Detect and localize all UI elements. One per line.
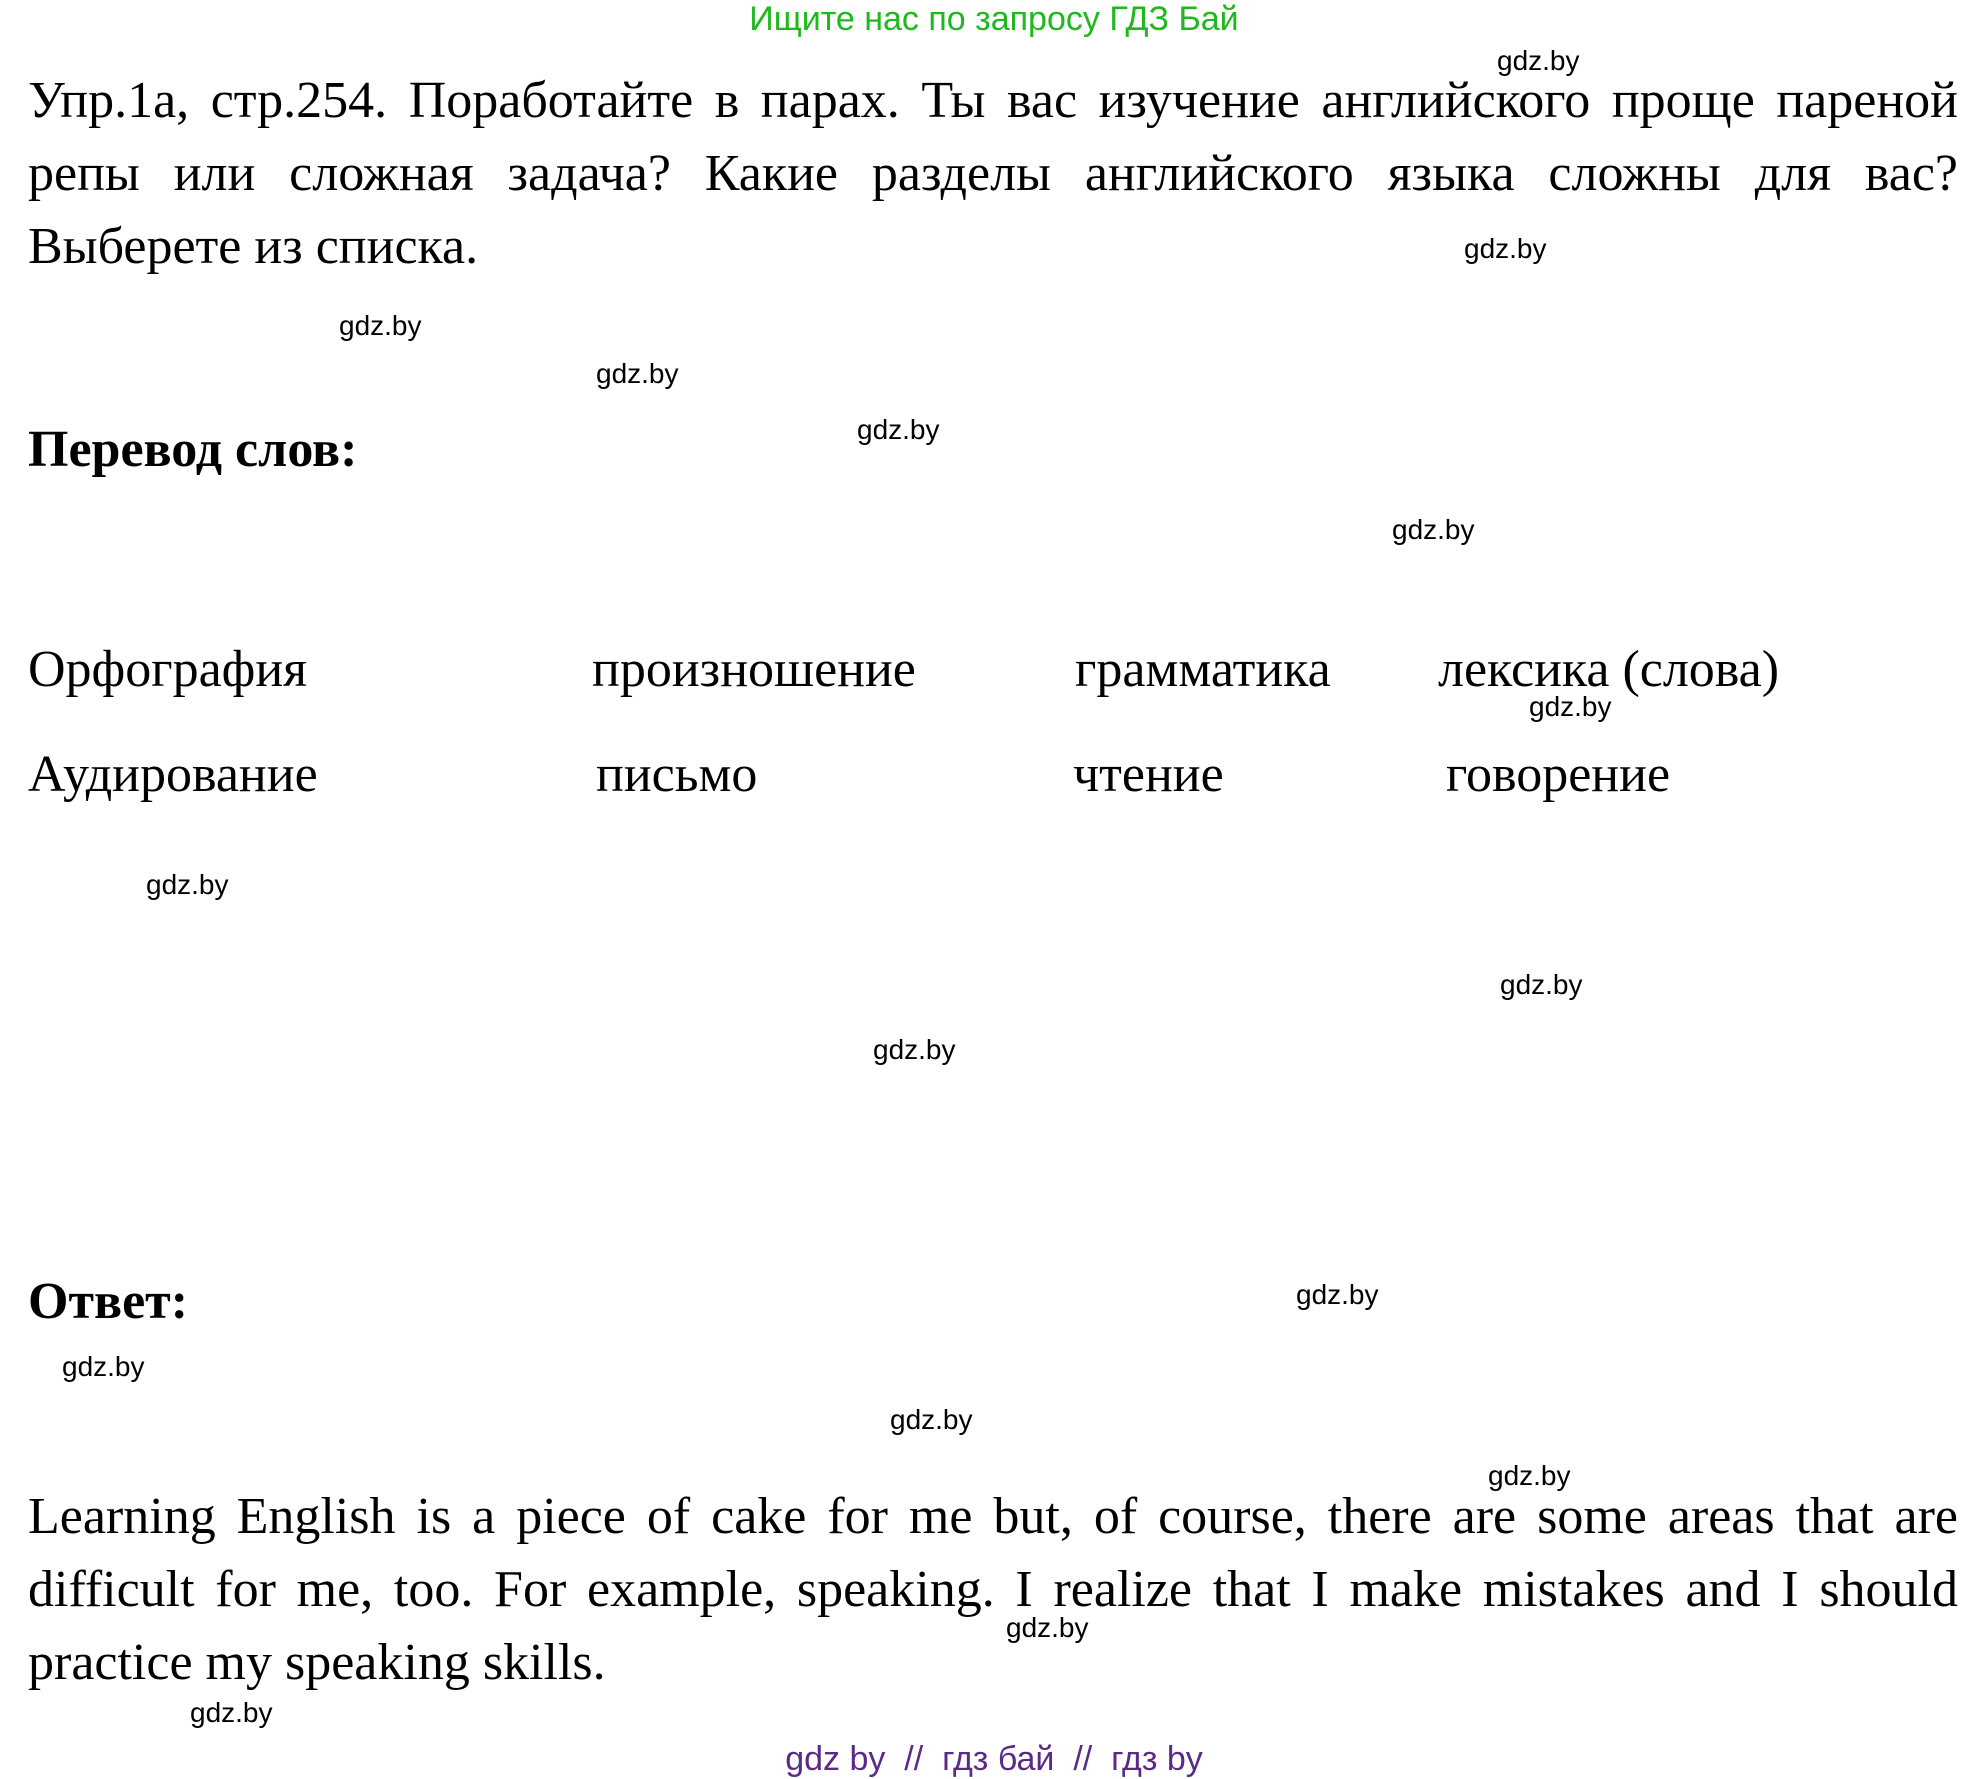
watermark: gdz.by bbox=[857, 414, 940, 445]
watermark: gdz.by bbox=[1464, 233, 1547, 264]
watermark: gdz.by bbox=[1006, 1612, 1089, 1643]
vocab-item: чтение bbox=[1073, 746, 1224, 803]
watermark: gdz.by bbox=[146, 869, 229, 900]
answer-heading: Ответ: bbox=[28, 1273, 189, 1330]
vocab-item: грамматика bbox=[1075, 641, 1331, 698]
watermark: gdz.by bbox=[1529, 691, 1612, 722]
vocab-item: произношение bbox=[592, 641, 916, 698]
vocab-item: Орфография bbox=[28, 641, 308, 698]
watermark: gdz.by bbox=[1392, 514, 1475, 545]
translation-heading: Перевод слов: bbox=[28, 421, 358, 478]
watermark: gdz.by bbox=[62, 1351, 145, 1382]
watermark: gdz.by bbox=[190, 1697, 273, 1728]
watermark: gdz.by bbox=[890, 1404, 973, 1435]
watermark: gdz.by bbox=[1296, 1279, 1379, 1310]
watermark: gdz.by bbox=[339, 310, 422, 341]
vocab-item: лексика (слова) bbox=[1438, 641, 1780, 698]
watermark: gdz.by bbox=[1488, 1460, 1571, 1491]
watermark: gdz.by bbox=[1500, 969, 1583, 1000]
top-banner: Ищите нас по запросу ГДЗ Бай bbox=[749, 0, 1239, 38]
vocab-item: письмо bbox=[596, 746, 758, 803]
footer-links: gdz by // гдз бай // гдз by bbox=[785, 1740, 1203, 1778]
vocab-item: говорение bbox=[1446, 746, 1671, 803]
exercise-task: Упр.1а, стр.254. Поработайте в парах. Ты вас изучение английского проще пареной репы или сложная задача? Какие разделы английского языка сложны для вас? Выберете из списка. bbox=[28, 72, 1958, 275]
vocab-item: Аудирование bbox=[28, 746, 318, 803]
watermark: gdz.by bbox=[596, 358, 679, 389]
answer-text: Learning English is a piece of cake for me but, of course, there are some areas that are difficult for me, too. For example, speaking. I realize that I make mistakes and I should practice my speaking skills. bbox=[28, 1488, 1958, 1691]
watermark: gdz.by bbox=[1497, 45, 1580, 76]
watermark: gdz.by bbox=[873, 1034, 956, 1065]
